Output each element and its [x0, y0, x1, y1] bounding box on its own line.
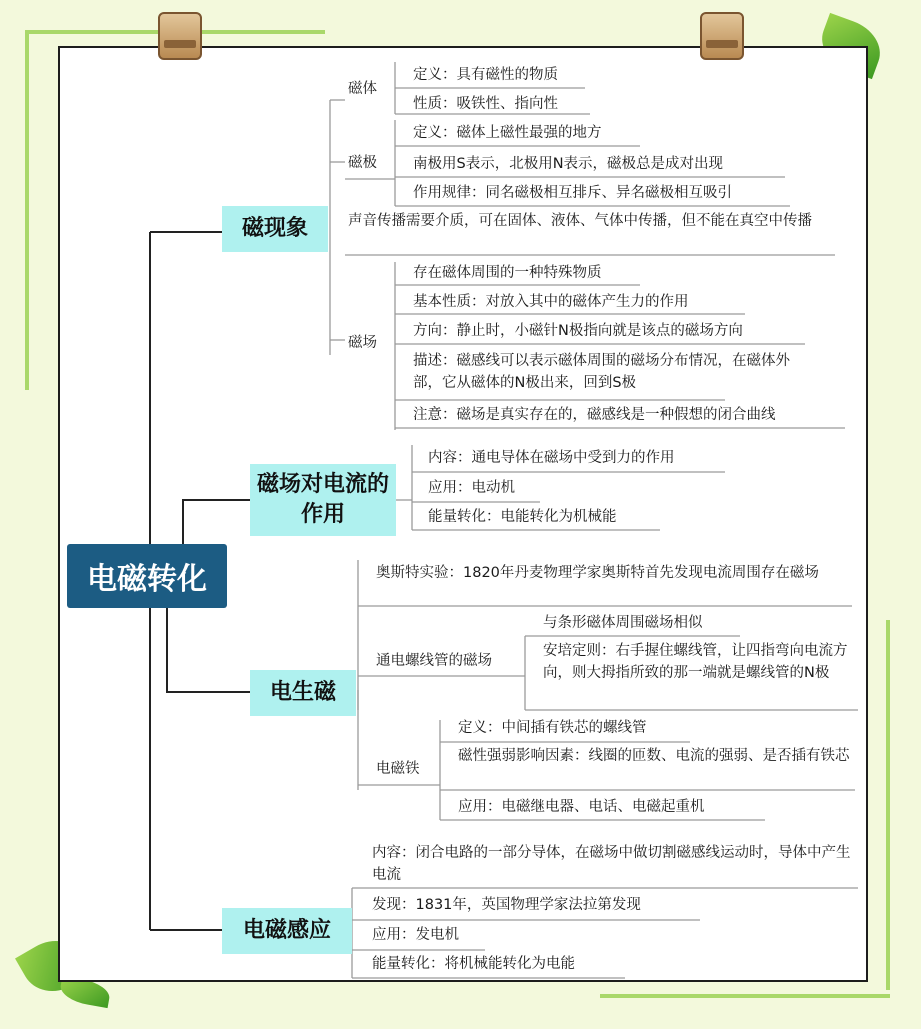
- oersted-experiment: 奥斯特实验：1820年丹麦物理学家奥斯特首先发现电流周围存在磁场: [376, 565, 819, 581]
- solenoid-similarity: 与条形磁体周围磁场相似: [543, 615, 703, 631]
- induction-energy-conversion: 能量转化：将机械能转化为电能: [372, 956, 575, 972]
- field-description: 描述：磁感线可以表示磁体周围的磁场分布情况，在磁体外部，它从磁体的N极出来，回到S极: [413, 353, 790, 391]
- pole-rule: 作用规律：同名磁极相互排斥、异名磁极相互吸引: [413, 185, 732, 201]
- pole-label: 磁极: [348, 155, 377, 171]
- category-field-on-current: 磁场对电流的作用: [250, 464, 396, 536]
- solenoid-label: 通电螺线管的磁场: [376, 653, 492, 669]
- sound-propagation: 声音传播需要介质，可在固体、液体、气体中传播，但不能在真空中传播: [348, 213, 812, 229]
- electromagnet-definition: 定义：中间插有铁芯的螺线管: [458, 720, 647, 736]
- force-energy-conversion: 能量转化：电能转化为机械能: [428, 509, 617, 525]
- category-magnetic-phenomena: 磁现象: [222, 206, 328, 252]
- induction-content: 内容：闭合电路的一部分导体，在磁场中做切割磁感线运动时，导体中产生电流: [372, 845, 851, 883]
- category-current-to-magnetism: 电生磁: [250, 670, 356, 716]
- induction-discovery: 发现：1831年，英国物理学家法拉第发现: [372, 897, 641, 913]
- field-label: 磁场: [348, 335, 377, 351]
- category-electromagnetic-induction: 电磁感应: [222, 908, 352, 954]
- electromagnet-label: 电磁铁: [376, 761, 420, 777]
- force-content: 内容：通电导体在磁场中受到力的作用: [428, 450, 675, 466]
- ampere-rule: 安培定则：右手握住螺线管，让四指弯向电流方向，则大拇指所致的那一端就是螺线管的N极: [543, 643, 848, 681]
- magnet-definition: 定义：具有磁性的物质: [413, 67, 558, 83]
- magnet-property: 性质：吸铁性、指向性: [413, 96, 558, 112]
- magnet-label: 磁体: [348, 81, 377, 97]
- field-direction: 方向：静止时，小磁针N极指向就是该点的磁场方向: [413, 323, 743, 339]
- field-property: 基本性质：对放入其中的磁体产生力的作用: [413, 294, 689, 310]
- induction-application: 应用：发电机: [372, 927, 459, 943]
- root-node: 电磁转化: [67, 544, 227, 608]
- pole-definition: 定义：磁体上磁性最强的地方: [413, 125, 602, 141]
- electromagnet-factors: 磁性强弱影响因素：线圈的匝数、电流的强弱、是否插有铁芯: [458, 748, 850, 764]
- field-existence: 存在磁体周围的一种特殊物质: [413, 265, 602, 281]
- field-note: 注意：磁场是真实存在的，磁感线是一种假想的闭合曲线: [413, 407, 776, 423]
- electromagnet-application: 应用：电磁继电器、电话、电磁起重机: [458, 799, 705, 815]
- pole-notation: 南极用S表示，北极用N表示，磁极总是成对出现: [413, 156, 724, 172]
- force-application: 应用：电动机: [428, 480, 515, 496]
